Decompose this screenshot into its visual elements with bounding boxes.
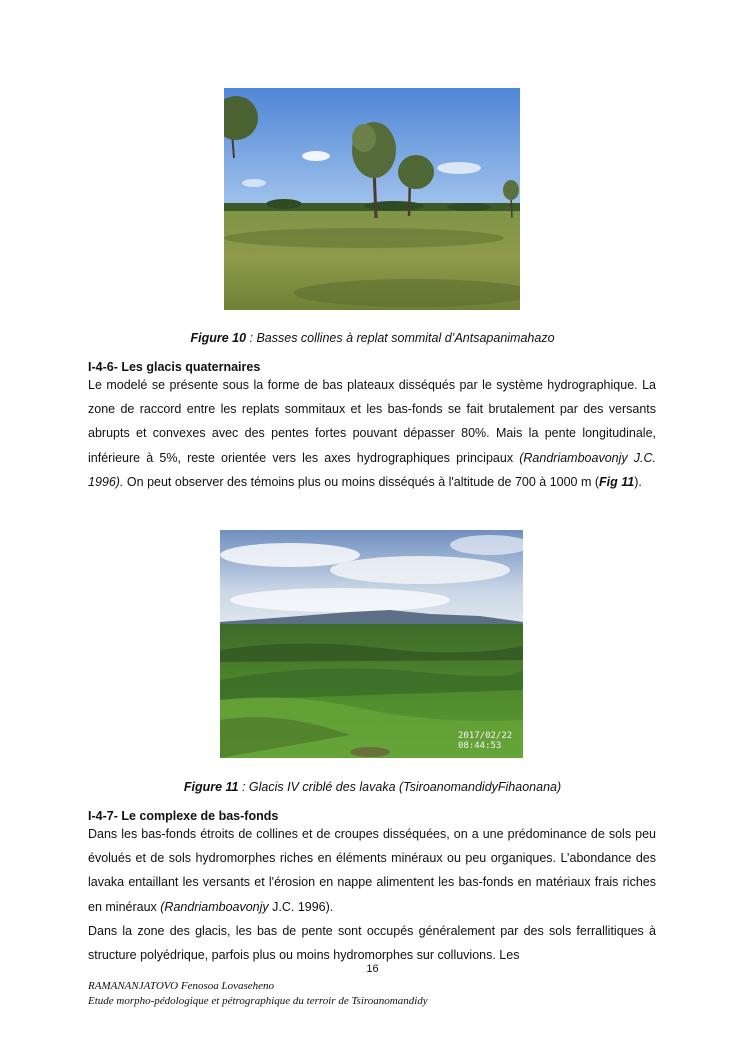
page-number: 16	[366, 963, 379, 975]
footer-title: Etude morpho-pédologique et pétrographique du terroir de Tsiroanomandidy	[88, 995, 428, 1007]
citation: (Randriamboavonjy	[160, 899, 269, 914]
figure-10-label: Figure 10	[190, 331, 247, 345]
section-paragraph-glacis	[88, 373, 656, 494]
figure-10-photo	[224, 88, 520, 310]
paragraph-text: ).	[634, 474, 642, 489]
section-heading-glacis: I-4-6- Les glacis quaternaires	[88, 360, 261, 374]
paragraph-text: On peut observer des témoins plus ou moins disséqués à l'altitude de 700 à 1000 m (	[123, 474, 600, 489]
paragraph-text: Dans la zone des glacis, les bas de pente sont occupés généralement par des sols ferrallitiques à structure polyédrique, parfois plus ou moins hydromorphes sur colluvions. Les	[88, 923, 656, 963]
citation: (Randriamboavonjy J.C. 1996).	[88, 450, 656, 489]
figure-10-caption	[88, 331, 657, 345]
footer-author: RAMANANJATOVO Fenosoa Lovaseheno	[88, 980, 275, 992]
figure-10-text: : Basses collines à replat sommital d’Antsapanimahazo	[246, 331, 555, 345]
figure-11-photo	[220, 530, 523, 758]
photo-date-stamp: 2017/02/22	[458, 731, 513, 741]
figure-11-text: : Glacis IV criblé des lavaka (TsiroanomandidyFihaonana)	[238, 780, 562, 794]
photo-time-stamp: 08:44:53	[458, 741, 502, 751]
figure-reference: Fig 11	[599, 474, 635, 489]
paragraph-text: Le modelé se présente sous la forme de bas plateaux disséqués par le système hydrographique. La zone de raccord entre les replats sommitaux et les bas-fonds se fait brutalement par des versants abrupts et convexes avec des pentes fortes pouvant dépasser 80%. Mais la pente longitudinale, inférieure à 5%, reste orientée vers les axes hydrographiques principaux	[88, 378, 656, 465]
section-paragraph-bas-fonds	[88, 822, 656, 967]
figure-11-caption	[88, 780, 657, 794]
section-heading-bas-fonds: I-4-7- Le complexe de bas-fonds	[88, 809, 279, 823]
paragraph-text: J.C. 1996).	[268, 899, 334, 914]
figure-11-label: Figure 11	[183, 780, 239, 794]
paragraph-text: Dans les bas-fonds étroits de collines et de croupes disséquées, on a une prédominance de sols peu évolués et de sols hydromorphes riches en éléments minéraux ou peu organiques. L’abondance des lavaka entaillant les versants et l'érosion en nappe alimentent les bas-fonds en matériaux frais riches en minéraux	[88, 827, 656, 914]
